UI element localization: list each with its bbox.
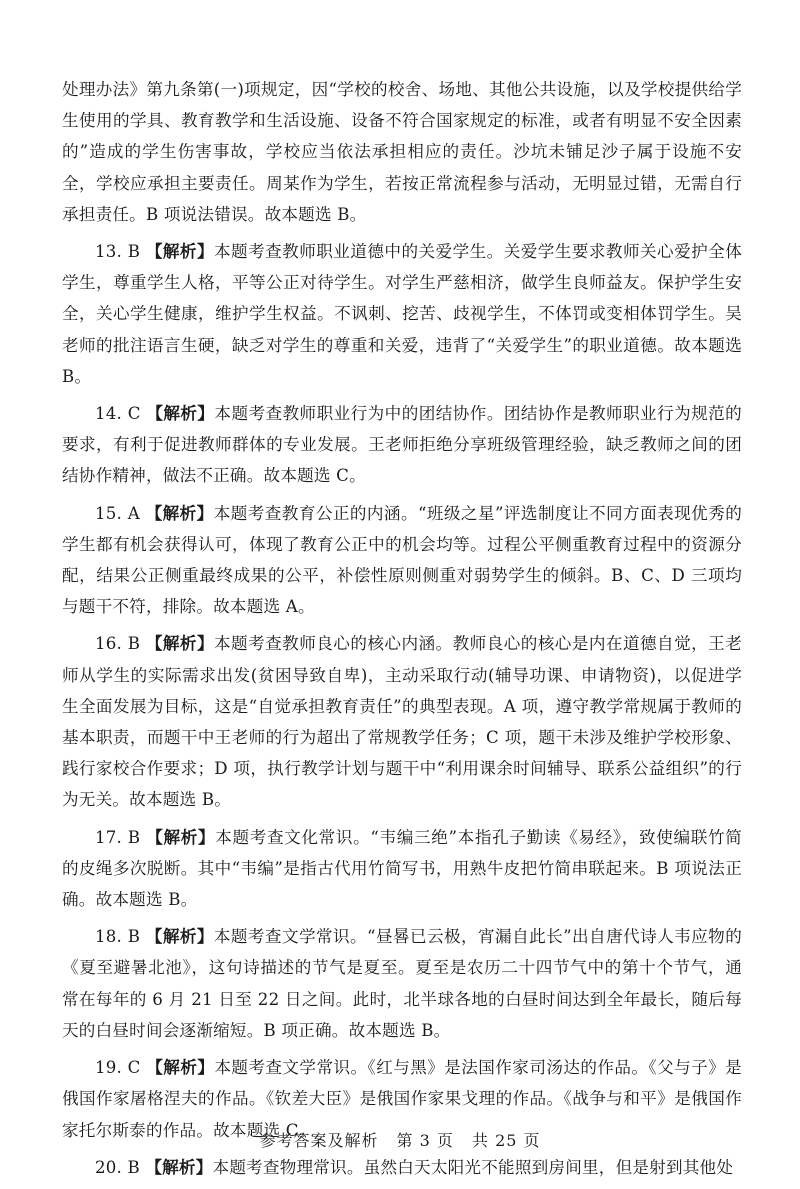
- analysis-tag: 【解析】: [145, 241, 215, 262]
- analysis-tag: 【解析】: [145, 502, 214, 523]
- paragraph-text: 处理办法》第九条第(一)项规定，因“学校的校舍、场地、其他公共设施，以及学校提供给学生使用的学具、教育教学和生活设施、设备不符合国家规定的标准，或者有明显不安全因素的”造成的学生伤害事故，学校应当依法承担相应的责任。沙坑未铺足沙子属于设施不安全，学校应承担主要责任。周某作为学生，若按正常流程参与活动，无明显过错，无需自行承担责任。B 项说法错误。故本题选 B。: [62, 80, 742, 224]
- paragraph-text: 本题考查文学常识。《红与黑》是法国作家司汤达的作品。《父与子》是俄国作家屠格涅夫的作品。《钦差大臣》是俄国作家果戈理的作品。《战争与和平》是俄国作家托尔斯泰的作品。故本题选 C。: [62, 1058, 742, 1140]
- analysis-tag: 【解析】: [146, 403, 215, 424]
- answer-number: 18. B: [95, 927, 141, 947]
- answer-number: 16. B: [95, 634, 141, 654]
- answer-number: 13. B: [95, 242, 141, 262]
- paragraph-text: 本题考查物理常识。虽然白天太阳光不能照到房间里，但是射到其他处: [212, 1157, 734, 1177]
- paragraph-text: 本题考查文学常识。“昼晷已云极，宵漏自此长”出自唐代诗人韦应物的《夏至避暑北池》，这句诗描述的节气是夏至。夏至是农历二十四节气中的第十个节气，通常在每年的 6 月 21 日至 22 日之间。此时，北半球各地的白昼时间达到全年最长，随后每天的白昼时间会逐渐缩短。B 项正确。故本题选 B。: [62, 927, 742, 1040]
- answer-number: 19. C: [95, 1058, 141, 1078]
- answer-17: [62, 822, 742, 916]
- footer-title: 参考答案及解析: [259, 1131, 379, 1150]
- answer-14: [62, 398, 742, 492]
- page-footer: [0, 1128, 800, 1151]
- analysis-tag: 【解析】: [145, 633, 215, 654]
- analysis-tag: 【解析】: [145, 1156, 213, 1177]
- paragraph-text: 本题考查教育公正的内涵。“班级之星”评选制度让不同方面表现优秀的学生都有机会获得认可，体现了教育公正中的机会均等。过程公平侧重教育过程中的资源分配，结果公正侧重最终成果的公平，补偿性原则侧重对弱势学生的倾斜。B、C、D 三项均与题干不符，排除。故本题选 A。: [62, 503, 742, 617]
- paragraph-text: 本题考查教师职业道德中的关爱学生。关爱学生要求教师关心爱护全体学生，尊重学生人格，平等公正对待学生。对学生严慈相济，做学生良师益友。保护学生安全，关心学生健康，维护学生权益。不讽刺、挖苦、歧视学生，不体罚或变相体罚学生。吴老师的批注语言生硬，缺乏对学生的尊重和关爱，违背了“关爱学生”的职业道德。故本题选 B。: [62, 242, 743, 386]
- paragraph-text: 本题考查教师职业行为中的团结协作。团结协作是教师职业行为规范的要求，有利于促进教师群体的专业发展。王老师拒绝分享班级管理经验，缺乏教师之间的团结协作精神，做法不正确。故本题选 C。: [62, 404, 742, 486]
- paragraph-text: 本题考查教师良心的核心内涵。教师良心的核心是内在道德自觉，王老师从学生的实际需求出发(贫困导致自卑)，主动采取行动(辅导功课、申请物资)，以促进学生全面发展为目标，这是“自觉承担教育责任”的典型表现。A 项，遵守教学常规属于教师的基本职责，而题干中王老师的行为超出了常规教学任务；C 项，题干未涉及维护学校形象、践行家校合作要求；D 项，执行教学计划与题干中“利用课余时间辅导、联系公益组织”的行为无关。故本题选 B。: [62, 634, 743, 810]
- footer-total-pages: 共 25 页: [472, 1131, 541, 1150]
- analysis-tag: 【解析】: [146, 1057, 215, 1078]
- answer-18: [62, 921, 742, 1046]
- answer-number: 14. C: [95, 404, 141, 424]
- answer-16: [62, 628, 742, 815]
- paragraph-continuation: [62, 74, 742, 230]
- answer-number: 17. B: [95, 827, 141, 847]
- document-body: [62, 74, 742, 1189]
- analysis-tag: 【解析】: [145, 926, 214, 947]
- answer-13: [62, 236, 742, 392]
- footer-page-number: 第 3 页: [396, 1131, 454, 1150]
- analysis-tag: 【解析】: [146, 826, 216, 847]
- paragraph-text: 本题考查文化常识。“韦编三绝”本指孔子勤读《易经》，致使编联竹简的皮绳多次脱断。其中“韦编”是指古代用竹简写书，用熟牛皮把竹简串联起来。B 项说法正确。故本题选 B。: [62, 827, 742, 910]
- answer-15: [62, 498, 742, 623]
- answer-20: [62, 1152, 742, 1183]
- answer-number: 20. B: [95, 1157, 140, 1177]
- answer-number: 15. A: [95, 503, 140, 523]
